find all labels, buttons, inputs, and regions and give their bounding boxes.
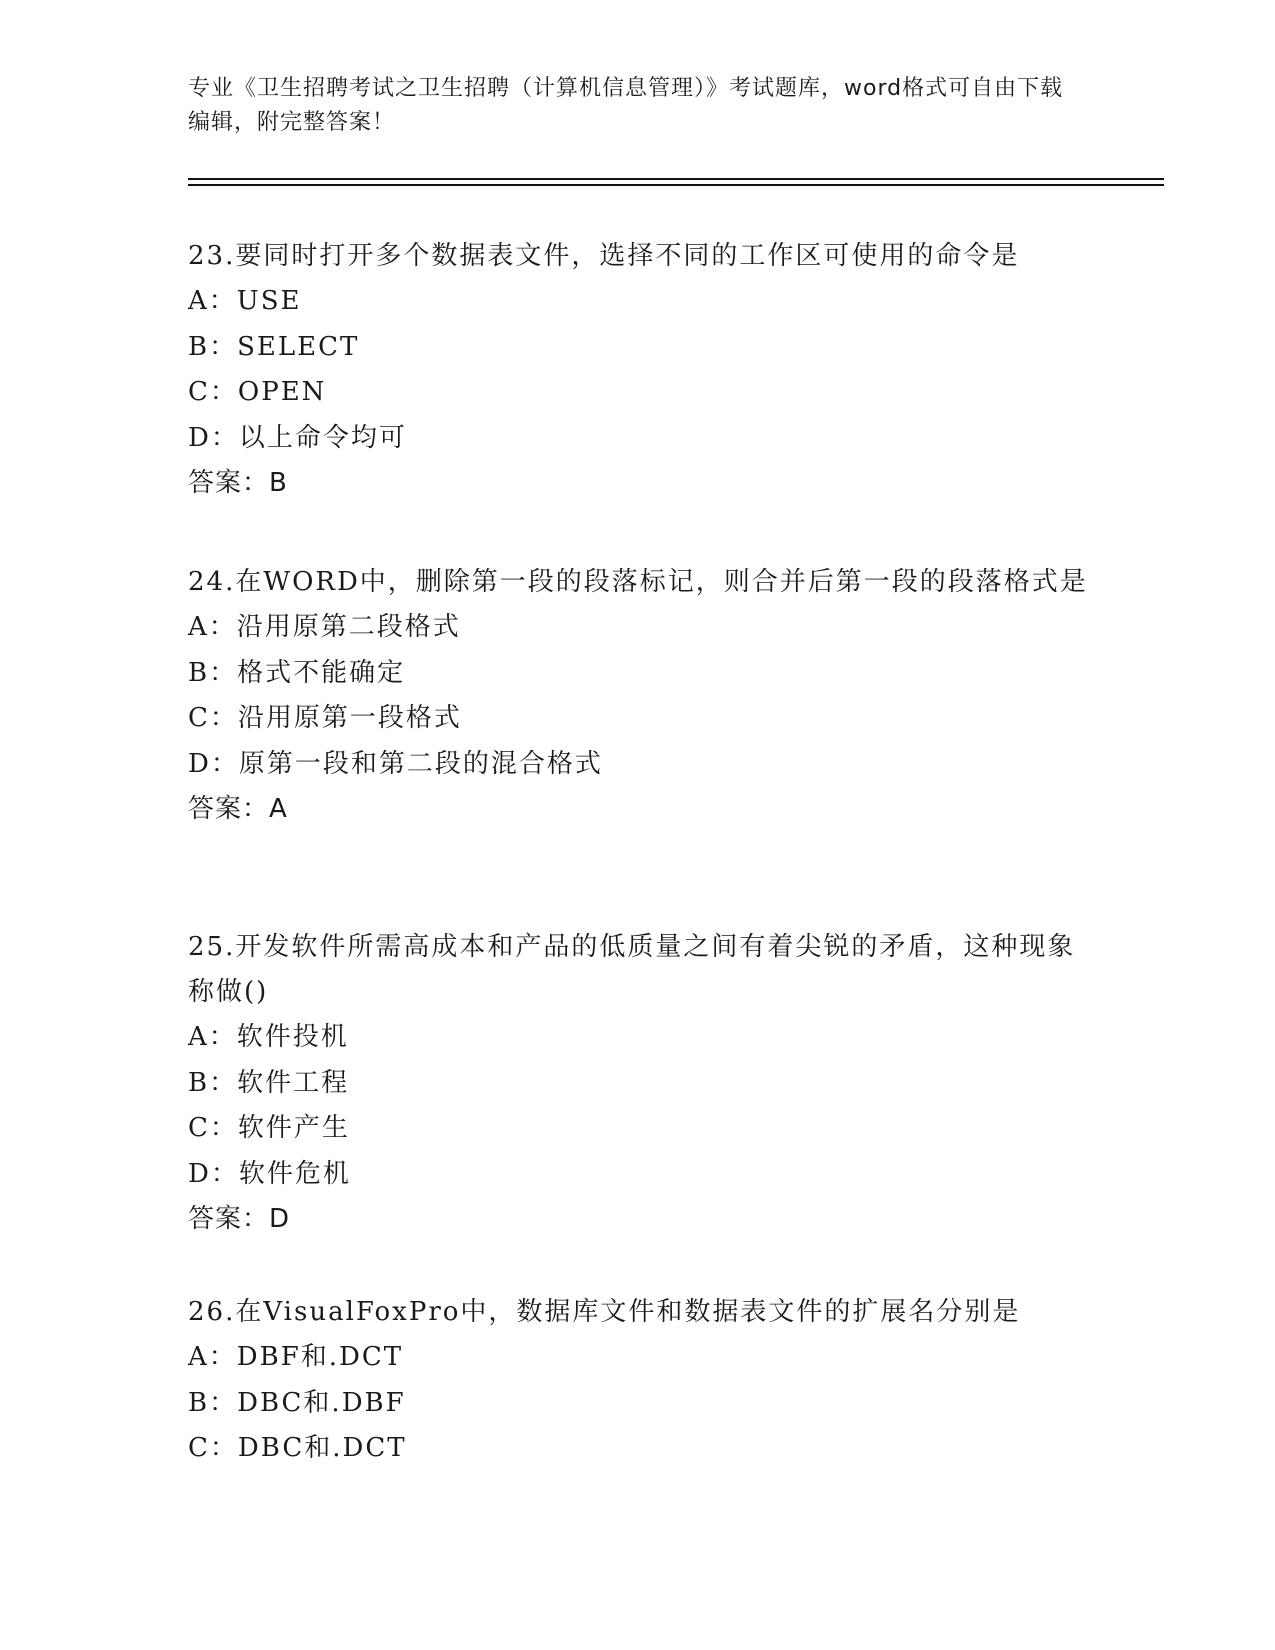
option-d: D：以上命令均可: [188, 422, 407, 453]
question-26: [188, 1290, 1088, 1472]
option-b: B：格式不能确定: [188, 657, 406, 688]
question-text: 25.开发软件所需高成本和产品的低质量之间有着尖锐的矛盾，这种现象称做(): [188, 932, 1076, 1007]
answer: 答案：D: [188, 1204, 291, 1234]
option-c: C：OPEN: [188, 377, 327, 407]
question-text: 23.要同时打开多个数据表文件，选择不同的工作区可使用的命令是: [188, 241, 1020, 271]
option-b: B：SELECT: [188, 331, 360, 362]
question-23: [188, 234, 1088, 507]
header-divider-top: [188, 178, 1164, 180]
answer: 答案：A: [188, 794, 288, 824]
option-c: C：DBC和.DCT: [188, 1433, 407, 1463]
option-b: B：DBC和.DBF: [188, 1387, 406, 1418]
document-header: 专业《卫生招聘考试之卫生招聘（计算机信息管理）》考试题库，word格式可自由下载编辑，附完整答案！: [188, 76, 1064, 135]
option-a: A：USE: [188, 286, 302, 316]
option-a: A：软件投机: [188, 1022, 349, 1052]
question-24: [188, 560, 1088, 833]
question-25: [188, 925, 1088, 1243]
option-b: B：软件工程: [188, 1067, 350, 1098]
question-text: 24.在WORD中，删除第一段的段落标记，则合并后第一段的段落格式是: [188, 567, 1088, 597]
option-a: A：沿用原第二段格式: [188, 612, 461, 642]
question-text: 26.在VisualFoxPro中，数据库文件和数据表文件的扩展名分别是: [188, 1297, 1021, 1327]
header-divider-bottom: [188, 184, 1164, 186]
option-d: D：原第一段和第二段的混合格式: [188, 748, 603, 779]
option-c: C：沿用原第一段格式: [188, 703, 462, 733]
option-a: A：DBF和.DCT: [188, 1342, 404, 1372]
option-d: D：软件危机: [188, 1158, 351, 1189]
answer: 答案：B: [188, 468, 288, 498]
option-c: C：软件产生: [188, 1113, 350, 1143]
